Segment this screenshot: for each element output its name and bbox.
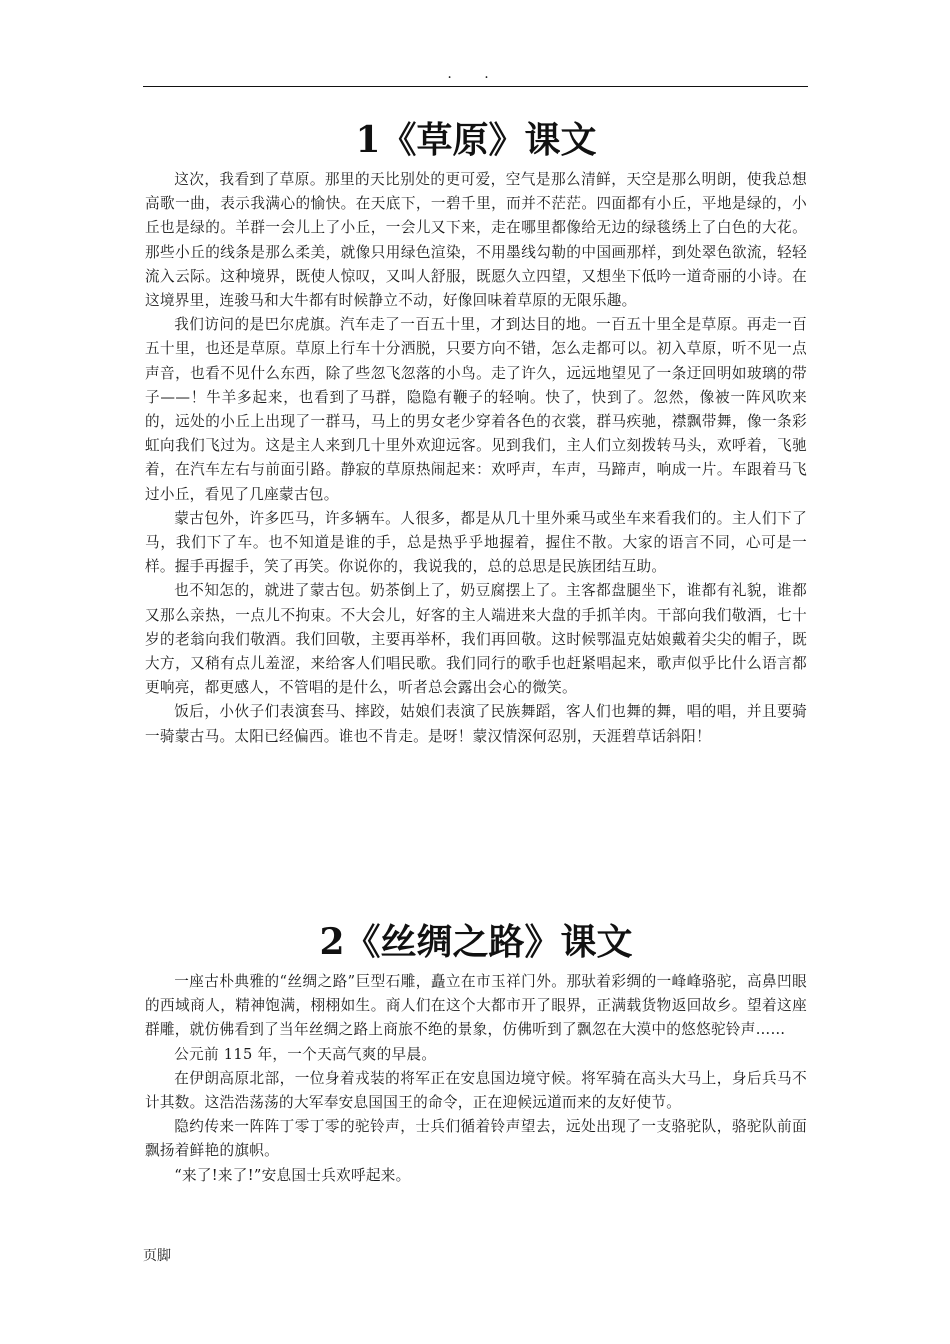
paragraph: “来了!来了!”安息国士兵欢呼起来。 (174, 1166, 411, 1184)
section-title: 2《丝绸之路》课文 (319, 921, 633, 963)
paragraph: 隐约传来一阵阵丁零丁零的驼铃声，士兵们循着铃声望去，远处出现了一支骆驼队，骆驼队前面飘扬着鲜艳的旗帜。 (145, 1118, 807, 1160)
paragraph: 也不知怎的，就进了蒙古包。奶茶倒上了，奶豆腐摆上了。主客都盘腿坐下，谁都有礼貌，谁都又那么亲热，一点儿不拘束。不大会儿，好客的主人端进来大盘的手抓羊肉。干部向我们敬酒，七十岁的老翁向我们敬酒。我们回敬，主要再举杯，我们再回敬。这时候鄂温克姑娘戴着尖尖的帽子，既大方，又稍有点儿羞涩，来给客人们唱民歌。我们同行的歌手也赶紧唱起来，歌声似乎比什么语言都更响亮，都更感人，不管唱的是什么，听者总会露出会心的微笑。 (145, 582, 807, 697)
paragraph: 我们访问的是巴尔虎旗。汽车走了一百五十里，才到达目的地。一百五十里全是草原。再走一百五十里，也还是草原。草原上行车十分洒脱，只要方向不错，怎么走都可以。初入草原，听不见一点声音，也看不见什么东西，除了些忽飞忽落的小鸟。走了许久，远远地望见了一条迂回明如玻璃的带子——！牛羊多起来，也看到了马群，隐隐有鞭子的轻响。快了，快到了。忽然，像被一阵风吹来的，远处的小丘上出现了一群马，马上的男女老少穿着各色的衣裳，群马疾驰，襟飘带舞，像一条彩虹向我们飞过为。这是主人来到几十里外欢迎远客。见到我们，主人们立刻拨转马头，欢呼着，飞驰着，在汽车左右与前面引路。静寂的草原热闹起来：欢呼声，车声，马蹄声，响成一片。车跟着马飞过小丘，看见了几座蒙古包。 (145, 316, 807, 503)
section-silk-road (145, 914, 807, 1188)
paragraph: 饭后，小伙子们表演套马、摔跤，姑娘们表演了民族舞蹈，客人们也舞的舞，唱的唱，并且要骑一骑蒙古马。太阳已经偏西。谁也不肯走。是呀！蒙汉情深何忍别，天涯碧草话斜阳！ (145, 703, 807, 745)
paragraph: 一座古朴典雅的“丝绸之路”巨型石雕，矗立在市玉祥门外。那驮着彩绸的一峰峰骆驼，高鼻凹眼的西域商人，精神饱满，栩栩如生。商人们在这个大都市开了眼界，正满载货物返回故乡。望着这座群雕，就仿佛看到了当年丝绸之路上商旅不绝的景象，仿佛听到了飘忽在大漠中的悠悠驼铃声…… (145, 973, 807, 1039)
section-title: 1《草原》课文 (355, 119, 597, 161)
paragraph: 这次，我看到了草原。那里的天比别处的更可爱，空气是那么清鲜，天空是那么明朗，使我总想高歌一曲，表示我满心的愉快。在天底下，一碧千里，而并不茫茫。四面都有小丘，平地是绿的，小丘也是绿的。羊群一会儿上了小丘，一会儿又下来，走在哪里都像给无边的绿毯绣上了白色的大花。那些小丘的线条是那么柔美，就像只用绿色渲染，不用墨线勾勒的中国画那样，到处翠色欲流，轻轻流入云际。这种境界，既使人惊叹，又叫人舒服，既愿久立四望，又想坐下低吟一道奇丽的小诗。在这境界里，连骏马和大牛都有时候静立不动，好像回味着草原的无限乐趣。 (145, 171, 807, 310)
paragraph: 在伊朗高原北部，一位身着戎装的将军正在安息国边境守候。将军骑在高头大马上，身后兵马不计其数。这浩浩荡荡的大军奉安息国国王的命令，正在迎候远道而来的友好使节。 (145, 1069, 807, 1112)
page-footer: 页脚 (143, 1248, 171, 1264)
paragraph: 蒙古包外，许多匹马，许多辆车。人很多，都是从几十里外乘马或坐车来看我们的。主人们下了马，我们下了车。也不知道是谁的手，总是热乎乎地握着，握住不散。大家的语言不同，心可是一样。握手再握手，笑了再笑。你说你的，我说我的，总的总思是民族团结互助。 (145, 509, 807, 576)
header-rule (143, 86, 808, 87)
section-caoyuan (145, 112, 807, 749)
header-dots: . . (447, 66, 503, 82)
paragraph: 公元前 115 年，一个天高气爽的早晨。 (174, 1045, 437, 1063)
